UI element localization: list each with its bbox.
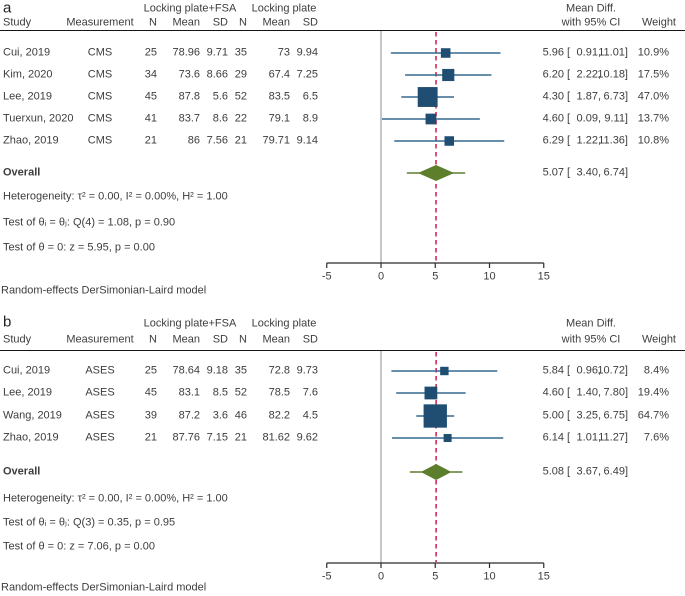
weight-header: Weight [641, 333, 676, 346]
weight-cell: 10.9% [637, 46, 669, 59]
ci-upper: 11.27] [598, 431, 628, 444]
measurement-cell: CMS [87, 90, 113, 103]
effect-estimate: 4.60 [542, 112, 564, 125]
x-axis-tick-label: 0 [377, 570, 385, 583]
measurement-cell: ASES [85, 386, 115, 399]
sd2-cell: 8.9 [302, 112, 318, 125]
n1-cell: 45 [144, 90, 157, 103]
n2-cell: 29 [234, 68, 247, 81]
x-axis-tick-label: -5 [321, 270, 332, 283]
sd2-cell: 9.62 [296, 431, 318, 444]
group-header-treatment: Locking plate+FSA [143, 317, 237, 330]
n2-cell: 35 [234, 364, 247, 377]
col-header-mean1: Mean [172, 333, 200, 346]
x-axis-tick-label: 10 [483, 570, 496, 583]
x-axis-tick-label: 10 [483, 270, 496, 283]
sd2-cell: 6.5 [302, 90, 318, 103]
x-axis-tick-label: 15 [537, 270, 550, 283]
ci-open-bracket: [ [567, 90, 571, 103]
measurement-cell: ASES [85, 364, 115, 377]
n2-cell: 21 [234, 431, 247, 444]
sd2-cell: 9.14 [296, 134, 318, 147]
ci-lower: 1.87, [576, 90, 601, 103]
study-name: Wang, 2019 [3, 409, 62, 422]
weight-cell: 10.8% [637, 134, 669, 147]
ci-open-bracket: [ [567, 409, 571, 422]
ci-open-bracket: [ [567, 134, 571, 147]
overall-label: Overall [3, 166, 41, 179]
ci-lower: 0.09, [576, 112, 601, 125]
mean2-cell: 78.5 [268, 386, 290, 399]
sd1-cell: 8.6 [212, 112, 228, 125]
n2-cell: 46 [234, 409, 247, 422]
test-zero-text: Test of θ = 0: z = 5.95, p = 0.00 [3, 241, 155, 254]
overall-diamond [421, 464, 452, 480]
group-header-treatment: Locking plate+FSA [143, 2, 237, 15]
ci-upper: 10.18] [597, 68, 628, 81]
x-axis-tick-label: 5 [432, 270, 439, 283]
effect-square [418, 87, 438, 107]
sd2-cell: 7.25 [296, 68, 318, 81]
panel-label: a [3, 0, 12, 17]
study-name: Kim, 2020 [3, 68, 53, 81]
effect-square [424, 404, 447, 427]
x-axis-tick-label: 15 [537, 570, 550, 583]
weight-cell: 17.5% [637, 68, 669, 81]
col-header-measurement: Measurement [66, 333, 134, 346]
study-name: Zhao, 2019 [3, 431, 59, 444]
ci-upper: 6.49] [603, 465, 628, 478]
mean2-cell: 82.2 [268, 409, 290, 422]
sd1-cell: 3.6 [212, 409, 228, 422]
mean1-cell: 87.2 [178, 409, 200, 422]
sd2-cell: 4.5 [302, 409, 318, 422]
measurement-cell: CMS [87, 134, 113, 147]
n2-cell: 22 [234, 112, 247, 125]
heterogeneity-text: Heterogeneity: τ² = 0.00, I² = 0.00%, H² = 1.00 [3, 492, 228, 505]
mean2-cell: 73 [277, 46, 290, 59]
weight-cell: 47.0% [637, 90, 669, 103]
sd1-cell: 9.18 [206, 364, 228, 377]
effect-estimate: 5.08 [542, 465, 564, 478]
measurement-cell: ASES [85, 431, 115, 444]
measurement-cell: CMS [87, 46, 113, 59]
ci-lower: 1.40, [576, 386, 601, 399]
sd1-cell: 9.71 [206, 46, 228, 59]
ci-upper: 11.36] [598, 134, 628, 147]
col-header-n2: N [239, 16, 247, 29]
measurement-cell: ASES [85, 409, 115, 422]
n2-cell: 35 [234, 46, 247, 59]
test-group-text: Test of θᵢ = θⱼ: Q(4) = 1.08, p = 0.90 [3, 216, 176, 229]
col-header-sd1: SD [212, 333, 228, 346]
mean1-cell: 73.6 [178, 68, 200, 81]
ci-upper: 10.72] [597, 364, 628, 377]
measurement-cell: CMS [87, 112, 113, 125]
ci-lower: 3.67, [576, 465, 601, 478]
test-group-text: Test of θᵢ = θⱼ: Q(3) = 0.35, p = 0.95 [3, 516, 176, 529]
study-name: Cui, 2019 [3, 46, 51, 59]
effect-square [442, 69, 454, 81]
col-header-n2: N [239, 333, 247, 346]
effect-square [425, 387, 438, 400]
col-header-study: Study [3, 16, 32, 29]
group-header-control: Locking plate [251, 317, 317, 330]
n1-cell: 21 [144, 134, 157, 147]
effect-square [426, 114, 437, 125]
panel-label: b [3, 313, 12, 331]
col-header-n1: N [149, 333, 157, 346]
model-footnote: Random-effects DerSimonian-Laird model [1, 581, 207, 594]
weight-cell: 13.7% [637, 112, 669, 125]
sd1-cell: 7.56 [206, 134, 228, 147]
header-rule [0, 30, 685, 31]
n1-cell: 25 [144, 46, 157, 59]
sd2-cell: 9.73 [296, 364, 318, 377]
weight-cell: 7.6% [643, 431, 669, 444]
n1-cell: 45 [144, 386, 157, 399]
col-header-mean2: Mean [262, 16, 290, 29]
ci-lower: 3.25, [576, 409, 601, 422]
sd1-cell: 8.5 [212, 386, 228, 399]
measurement-cell: CMS [87, 68, 113, 81]
col-header-sd2: SD [302, 16, 318, 29]
n2-cell: 52 [234, 90, 247, 103]
effect-estimate: 6.29 [542, 134, 564, 147]
group-header-control: Locking plate [251, 2, 317, 15]
effect-estimate: 4.60 [542, 386, 564, 399]
effect-header-line1: Mean Diff. [566, 317, 616, 330]
ci-open-bracket: [ [567, 166, 571, 179]
effect-estimate: 4.30 [542, 90, 564, 103]
test-zero-text: Test of θ = 0: z = 7.06, p = 0.00 [3, 540, 155, 553]
ci-open-bracket: [ [567, 68, 571, 81]
overall-diamond [418, 165, 454, 181]
ci-upper: 6.74] [603, 166, 628, 179]
n1-cell: 39 [144, 409, 157, 422]
ci-upper: 7.80] [603, 386, 628, 399]
col-header-sd1: SD [212, 16, 228, 29]
mean2-cell: 72.8 [268, 364, 290, 377]
header-rule [0, 350, 685, 351]
study-name: Zhao, 2019 [3, 134, 59, 147]
effect-square [440, 367, 448, 375]
ci-lower: 1.01, [576, 431, 601, 444]
effect-square [441, 48, 451, 58]
n1-cell: 41 [144, 112, 157, 125]
ci-upper: 6.75] [603, 409, 628, 422]
ci-lower: 3.40, [576, 166, 601, 179]
mean2-cell: 67.4 [268, 68, 290, 81]
weight-cell: 19.4% [637, 386, 669, 399]
sd1-cell: 5.6 [212, 90, 228, 103]
mean2-cell: 81.62 [262, 431, 290, 444]
ci-open-bracket: [ [567, 364, 571, 377]
col-header-mean1: Mean [172, 16, 200, 29]
mean1-cell: 83.7 [178, 112, 200, 125]
x-axis-tick-label: 5 [432, 570, 439, 583]
col-header-study: Study [3, 333, 32, 346]
ci-lower: 0.91, [576, 46, 601, 59]
x-axis-tick-label: -5 [321, 570, 332, 583]
effect-header-line1: Mean Diff. [566, 2, 616, 15]
mean1-cell: 87.8 [178, 90, 200, 103]
ci-open-bracket: [ [567, 431, 571, 444]
sd2-cell: 9.94 [296, 46, 318, 59]
ci-lower: 1.22, [576, 134, 601, 147]
effect-estimate: 5.00 [542, 409, 564, 422]
ci-open-bracket: [ [567, 465, 571, 478]
effect-header-line2: with 95% CI [561, 16, 621, 29]
mean2-cell: 79.1 [268, 112, 290, 125]
sd2-cell: 7.6 [302, 386, 318, 399]
effect-square [444, 136, 454, 146]
ci-upper: 6.73] [603, 90, 628, 103]
ci-open-bracket: [ [567, 112, 571, 125]
mean1-cell: 78.96 [172, 46, 200, 59]
ci-open-bracket: [ [567, 46, 571, 59]
heterogeneity-text: Heterogeneity: τ² = 0.00, I² = 0.00%, H² = 1.00 [3, 190, 228, 203]
n1-cell: 21 [144, 431, 157, 444]
ci-lower: 0.96, [576, 364, 601, 377]
effect-header-line2: with 95% CI [561, 333, 621, 346]
mean1-cell: 87.76 [172, 431, 200, 444]
overall-label: Overall [3, 465, 41, 478]
effect-estimate: 6.14 [542, 431, 564, 444]
ci-open-bracket: [ [567, 386, 571, 399]
n2-cell: 21 [234, 134, 247, 147]
n1-cell: 25 [144, 364, 157, 377]
effect-estimate: 5.96 [542, 46, 564, 59]
col-header-mean2: Mean [262, 333, 290, 346]
col-header-n1: N [149, 16, 157, 29]
ci-upper: 9.11] [604, 112, 628, 125]
weight-header: Weight [641, 16, 676, 29]
study-name: Lee, 2019 [3, 386, 52, 399]
study-name: Tuerxun, 2020 [3, 112, 74, 125]
study-name: Cui, 2019 [3, 364, 51, 377]
mean2-cell: 79.71 [262, 134, 290, 147]
col-header-sd2: SD [302, 333, 318, 346]
ci-lower: 2.22, [576, 68, 601, 81]
effect-square [444, 434, 452, 442]
x-axis-tick-label: 0 [377, 270, 385, 283]
weight-cell: 64.7% [637, 409, 669, 422]
mean1-cell: 86 [187, 134, 200, 147]
mean2-cell: 83.5 [268, 90, 290, 103]
effect-estimate: 5.07 [542, 166, 564, 179]
sd1-cell: 8.66 [206, 68, 228, 81]
n1-cell: 34 [144, 68, 157, 81]
col-header-measurement: Measurement [66, 16, 134, 29]
mean1-cell: 83.1 [178, 386, 200, 399]
effect-estimate: 5.84 [542, 364, 564, 377]
n2-cell: 52 [234, 386, 247, 399]
sd1-cell: 7.15 [206, 431, 228, 444]
ci-upper: 11.01] [598, 46, 628, 59]
mean1-cell: 78.64 [172, 364, 200, 377]
model-footnote: Random-effects DerSimonian-Laird model [1, 284, 207, 297]
weight-cell: 8.4% [643, 364, 669, 377]
effect-estimate: 6.20 [542, 68, 564, 81]
study-name: Lee, 2019 [3, 90, 52, 103]
